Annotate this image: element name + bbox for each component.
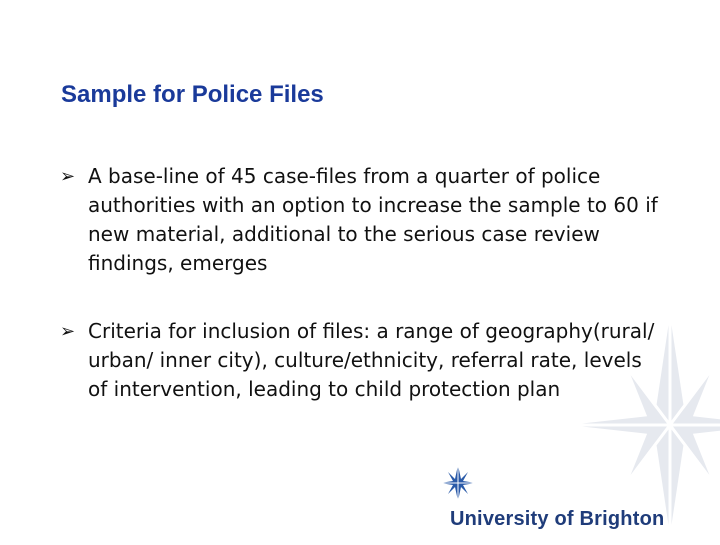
bullet-item xyxy=(60,162,660,278)
university-logo-text: University of Brighton xyxy=(450,508,665,530)
slide-title: Sample for Police Files xyxy=(61,81,324,108)
star-logo-icon xyxy=(440,465,476,501)
arrow-bullet-icon: ➢ xyxy=(60,321,76,342)
bullet-text: Criteria for inclusion of files: a range of geography(rural/ urban/ inner city), culture/ethnicity, referral rate, levels of intervention, leading to child protection plan xyxy=(88,319,655,401)
bullet-item xyxy=(60,317,660,404)
arrow-bullet-icon: ➢ xyxy=(60,166,76,187)
bullet-text: A base-line of 45 case-files from a quarter of police authorities with an option to increase the sample to 60 if new material, additional to the serious case review findings, emerges xyxy=(88,164,658,275)
bullet-list xyxy=(60,162,660,443)
